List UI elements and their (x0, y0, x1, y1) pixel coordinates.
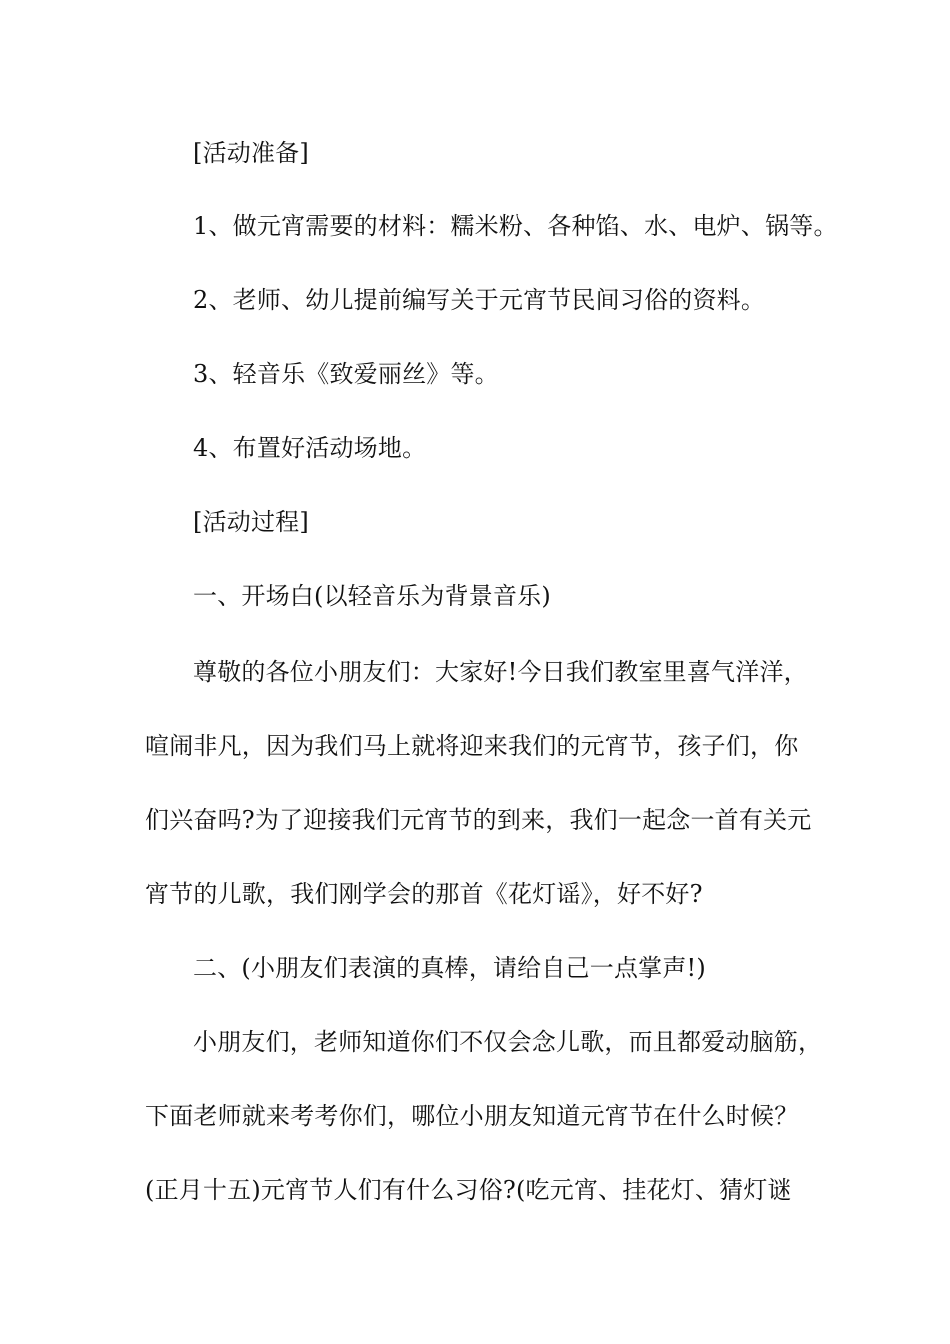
section-heading-process: [活动过程] (193, 508, 309, 536)
paragraph-line: 2、老师、幼儿提前编写关于元宵节民间习俗的资料。 (193, 286, 766, 314)
paragraph-line: 喧闹非凡，因为我们马上就将迎来我们的元宵节，孩子们，你 (145, 732, 799, 760)
paragraph-line: 3、轻音乐《致爱丽丝》等。 (193, 360, 499, 388)
paragraph-line: 一、开场白(以轻音乐为背景音乐) (193, 582, 551, 610)
paragraph-line: 小朋友们，老师知道你们不仅会念儿歌，而且都爱动脑筋， (193, 1028, 823, 1056)
paragraph-line: 尊敬的各位小朋友们：大家好!今日我们教室里喜气洋洋， (193, 658, 808, 686)
section-heading-preparation: [活动准备] (193, 139, 309, 167)
paragraph-line: 二、(小朋友们表演的真棒，请给自己一点掌声!) (193, 954, 706, 982)
paragraph-line: 宵节的儿歌，我们刚学会的那首《花灯谣》，好不好? (145, 880, 703, 908)
paragraph-line: 4、布置好活动场地。 (193, 434, 427, 462)
paragraph-line: (正月十五)元宵节人们有什么习俗?(吃元宵、挂花灯、猜灯谜 (145, 1176, 792, 1204)
paragraph-line: 们兴奋吗?为了迎接我们元宵节的到来，我们一起念一首有关元 (145, 806, 812, 834)
paragraph-line: 1、做元宵需要的材料：糯米粉、各种馅、水、电炉、锅等。 (193, 212, 838, 240)
paragraph-line: 下面老师就来考考你们，哪位小朋友知道元宵节在什么时候？ (145, 1102, 799, 1130)
